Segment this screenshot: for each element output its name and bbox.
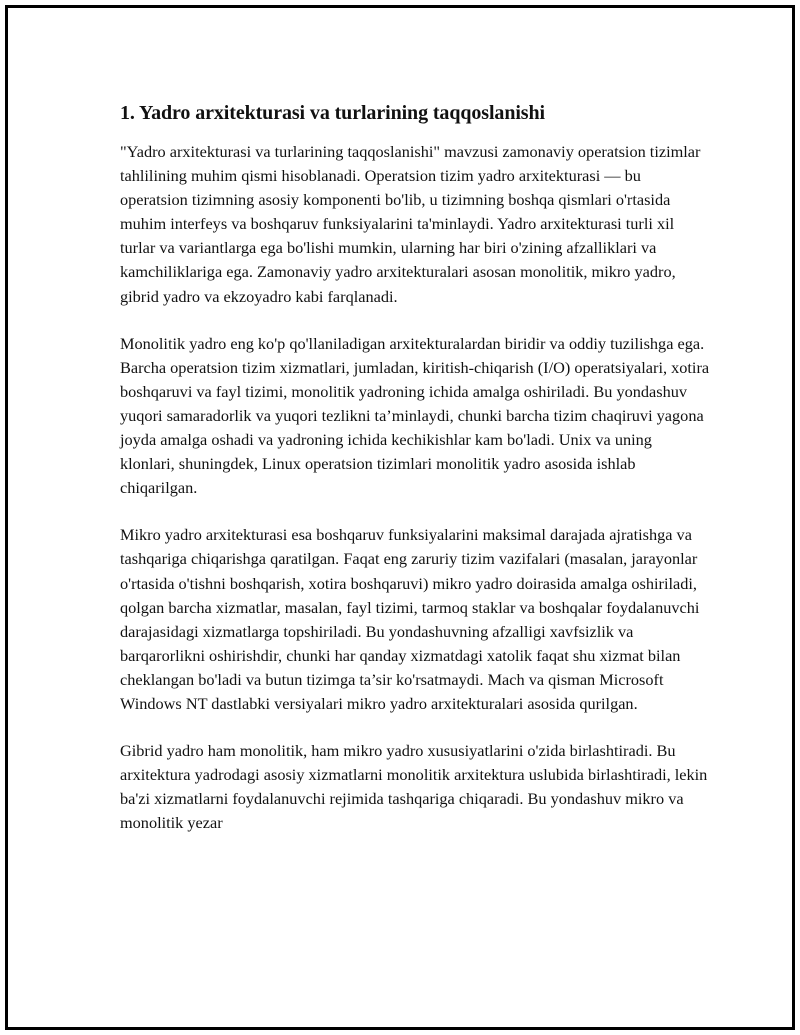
paragraph-hybrid-kernel: Gibrid yadro ham monolitik, ham mikro yadro xususiyatlarini o'zida birlashtiradi. Bu arxitektura yadrodagi asosiy xizmatlarni monolitik arxitektura uslubida birlashtiradi, lekin ba'zi xizmatlarni foydalanuvchi rejimida tashqariga chiqaradi. Bu yondashuv mikro va monolitik yezar xyxy=(120,741,708,833)
paragraph-intro: "Yadro arxitekturasi va turlarining taqqoslanishi" mavzusi zamonaviy operatsion tizimlar tahlilining muhim qismi hisoblanadi. Operatsion tizim yadro arxitekturasi — bu operatsion tizimning asosiy komponenti bo'lib, u tizimning boshqa qismlari o'rtasida muhim interfeys va boshqaruv funksiyalarini ta'minlaydi. Yadro arxitekturasi turli xil turlar va variantlarga ega bo'lishi mumkin, ularning har biri o'zining afzalliklari va kamchiliklariga ega. Zamonaviy yadro arxitekturalari asosan monolitik, mikro yadro, gibrid yadro va ekzoyadro kabi farqlanadi. xyxy=(120,142,701,306)
paragraph-monolithic-kernel: Monolitik yadro eng ko'p qo'llaniladigan arxitekturalardan biridir va oddiy tuzilishga ega. Barcha operatsion tizim xizmatlari, jumladan, kiritish-chiqarish (I/O) operatsiyalari, xotira boshqaruvi va fayl tizimi, monolitik yadroning ichida amalga oshiriladi. Bu yondashuv yuqori samaradorlik va yuqori tezlikni ta’minlaydi, chunki barcha tizim chaqiruvi yagona joyda amalga oshadi va yadroning ichida kechikishlar kam bo'ladi. Unix va uning klonlari, shuningdek, Linux operatsion tizimlari monolitik yadro asosida ishlab chiqarilgan. xyxy=(120,333,710,498)
document-body xyxy=(120,96,710,835)
section-heading: 1. Yadro arxitekturasi va turlarining taqqoslanishi xyxy=(120,102,545,124)
paragraph-microkernel: Mikro yadro arxitekturasi esa boshqaruv funksiyalarini maksimal darajada ajratishga va tashqariga chiqarishga qaratilgan. Faqat eng zaruriy tizim vazifalari (masalan, jarayonlar o'rtasida o'tishni boshqarish, xotira boshqaruvi) mikro yadro doirasida amalga oshiriladi, qolgan barcha xizmatlar, masalan, fayl tizimi, tarmoq staklar va boshqalar foydalanuvchi darajasidagi xizmatlarga topshiriladi. Bu yondashuvning afzalligi xavfsizlik va barqarorlikni oshirishdir, chunki har qanday xizmatdagi xatolik faqat shu xizmat bilan cheklangan bo'ladi va butun tizimga ta’sir ko'rsatmaydi. Mach va qisman Microsoft Windows NT dastlabki versiyalari mikro yadro arxitekturalari asosida qurilgan. xyxy=(120,525,700,713)
document-page xyxy=(5,5,795,1030)
